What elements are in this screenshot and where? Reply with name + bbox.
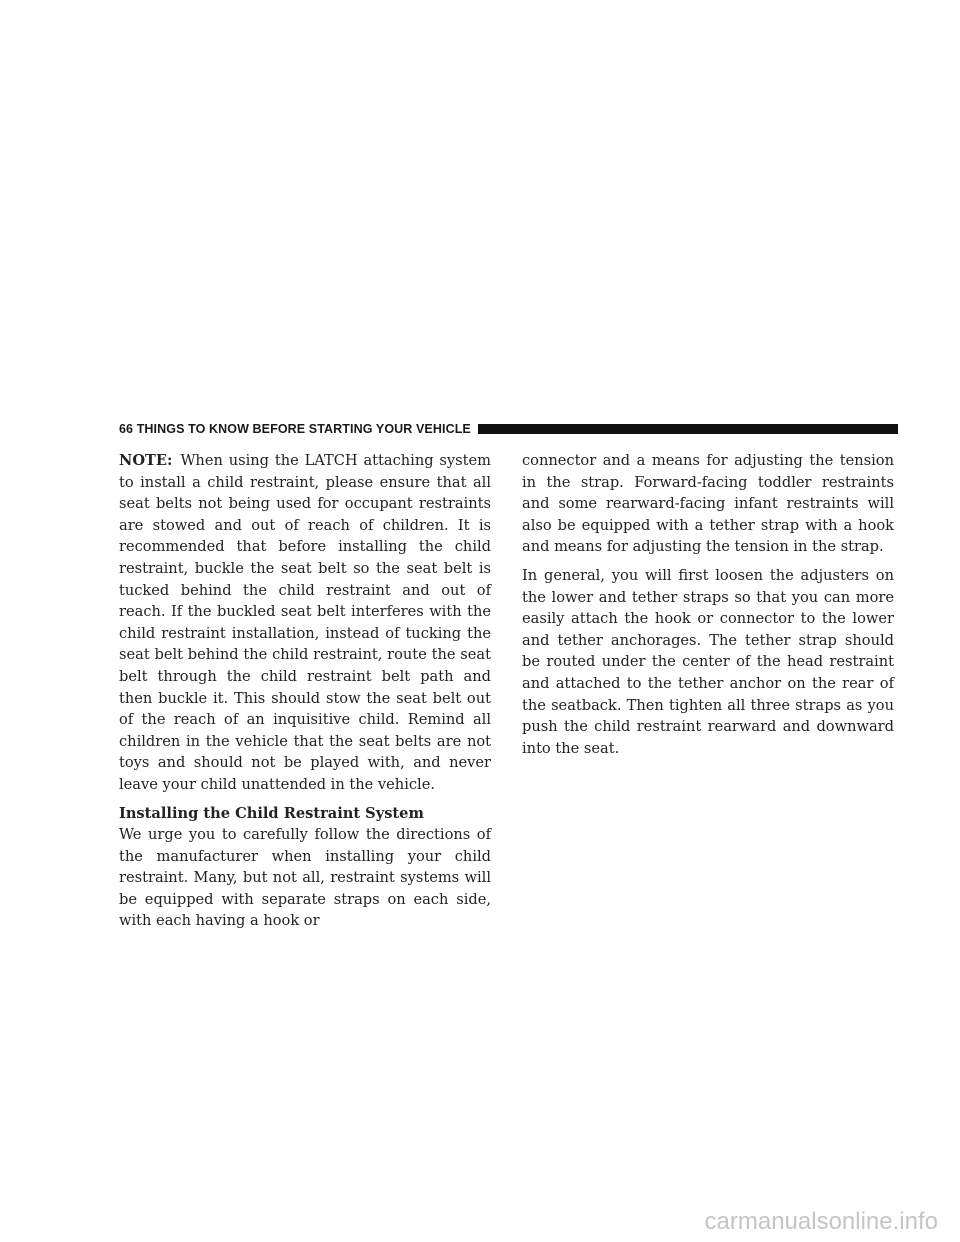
install-paragraph: We urge you to carefully follow the directions of the manufacturer when installing your child restraint. Many, but not all, restraint systems will be equipped with separate straps on each side, with each having a hook or <box>119 826 491 930</box>
page-header <box>119 420 898 438</box>
header-text <box>119 422 471 436</box>
note-text: When using the LATCH attaching system to install a child restraint, please ensure that all seat belts not being used for occupant restraints are stowed and out of reach of children. It is recommended that before installing the child restraint, buckle the seat belt so the seat belt is tucked behind the child restraint and out of reach. If the buckled seat belt interferes with the child restraint installation, instead of tucking the seat belt behind the child restraint, route the seat belt through the child restraint belt path and then buckle it. This should stow the seat belt out of the reach of an inquisitive child. Remind all children in the vehicle that the seat belts are not toys and should not be played with, and never leave your child unattended in the vehicle. <box>119 452 491 793</box>
tighten-paragraph: In general, you will first loosen the adjusters on the lower and tether straps so that you can more easily attach the hook or connector to the lower and tether anchorages. The tether strap should be routed under the center of the head restraint and attached to the tether anchor on the rear of the seatback. Then tighten all three straps as you push the child restraint rearward and downward into the seat. <box>522 566 894 757</box>
section-subheading: Installing the Child Restraint System <box>119 804 424 822</box>
header-rule <box>478 424 898 434</box>
strap-paragraph: connector and a means for adjusting the tension in the strap. Forward-facing toddler restraints and some rearward-facing infant restraints will also be equipped with a tether strap with a hook and means for adjusting the tension in the strap. <box>522 452 894 556</box>
watermark: carmanualsonline.info <box>704 1208 938 1235</box>
right-column <box>522 450 894 766</box>
page-number: 66 <box>119 422 134 436</box>
note-label: NOTE: <box>119 452 173 469</box>
note-paragraph <box>119 450 491 796</box>
section-title: THINGS TO KNOW BEFORE STARTING YOUR VEHICLE <box>136 422 471 436</box>
left-column <box>119 450 491 939</box>
